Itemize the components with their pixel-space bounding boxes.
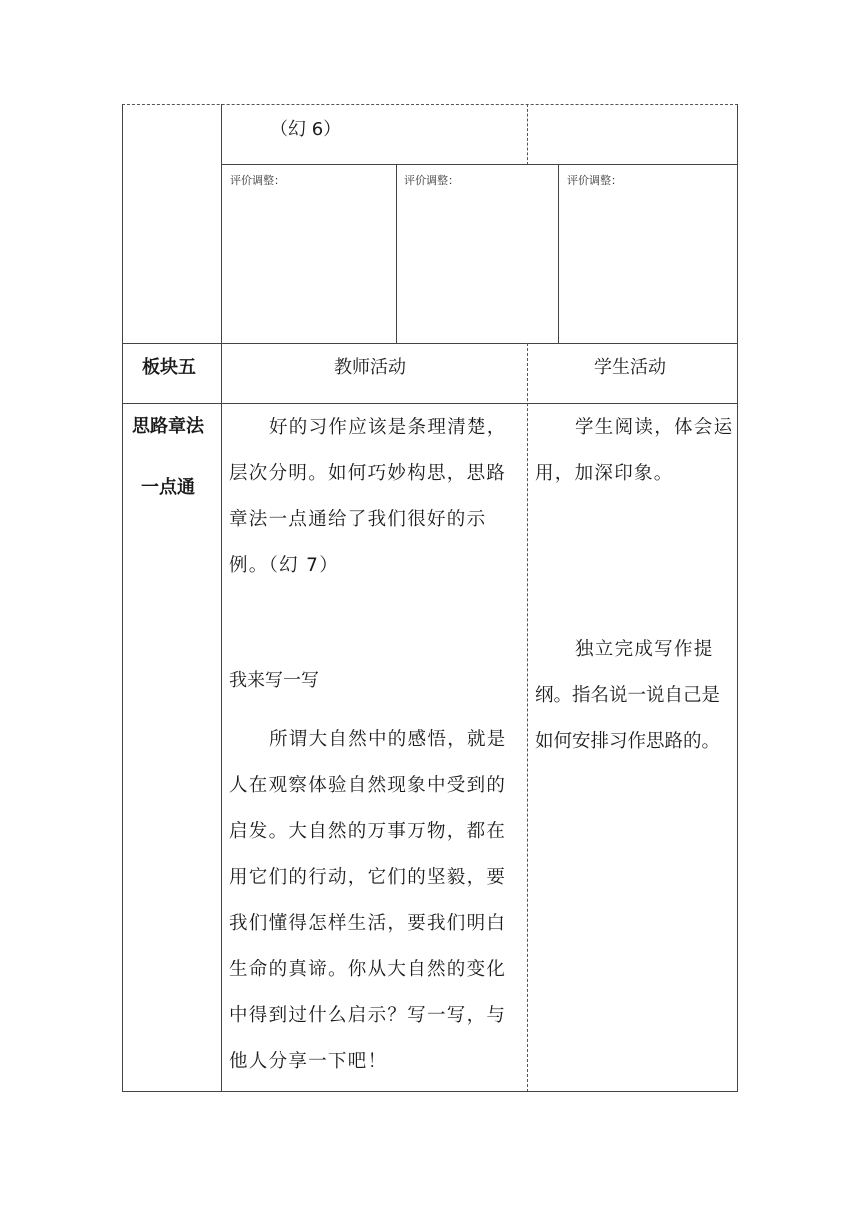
student-paragraph-2 <box>535 627 735 765</box>
eval-label-1: 评价调整： <box>230 174 285 187</box>
text-line: 独立完成写作提 <box>575 639 714 660</box>
eval-label-2: 评价调整： <box>404 174 459 187</box>
col-divider-2-lower <box>527 343 528 1092</box>
text-line: 纲。指名说一说自己是 <box>535 685 721 706</box>
text-line: 所谓大自然中的感悟，就是 <box>269 729 507 750</box>
section-header: 板块五 <box>142 357 196 378</box>
text-line: 章法一点通给了我们很好的示 <box>229 509 487 530</box>
table-right-border <box>737 104 738 1092</box>
student-paragraph-1 <box>535 405 735 497</box>
section-name-line2: 一点通 <box>141 477 195 498</box>
eval-label-3: 评价调整： <box>567 174 622 187</box>
header-row-bottom <box>122 403 738 404</box>
row1-inner-line <box>221 164 738 165</box>
text-line: 我们懂得怎样生活，要我们明白 <box>229 913 507 934</box>
col-divider-2-top <box>527 104 528 165</box>
student-activity-header: 学生活动 <box>594 357 666 378</box>
text-line: 层次分明。如何巧妙构思，思路 <box>229 463 507 484</box>
text-line: 用它们的行动，它们的坚毅，要 <box>229 867 507 888</box>
table-left-border <box>122 104 123 1092</box>
teacher-paragraph-2 <box>229 717 525 1085</box>
teacher-paragraph-1 <box>229 405 525 589</box>
eval-divider-1 <box>396 164 397 343</box>
section-name-line1: 思路章法 <box>132 416 204 437</box>
text-line: 他人分享一下吧！ <box>229 1051 388 1072</box>
table-bottom-border <box>122 1091 738 1092</box>
table-top-border <box>122 104 738 105</box>
eval-divider-2 <box>558 164 559 343</box>
header-row-top <box>122 343 738 344</box>
text-line: 学生阅读，体会运 <box>575 417 734 438</box>
teacher-activity-header: 教师活动 <box>334 357 406 378</box>
teacher-heading: 我来写一写 <box>229 670 319 691</box>
text-line: 例。（幻 7） <box>229 555 340 576</box>
text-line: 启发。大自然的万事万物，都在 <box>229 821 507 842</box>
text-line: 用，加深印象。 <box>535 463 674 484</box>
text-line: 中得到过什么启示？写一写，与 <box>229 1005 507 1026</box>
text-line: 好的习作应该是条理清楚， <box>269 417 507 438</box>
slide-note: （幻 6） <box>270 119 342 140</box>
text-line: 人在观察体验自然现象中受到的 <box>229 775 507 796</box>
col-divider-1 <box>221 104 222 1092</box>
text-line: 如何安排习作思路的。 <box>535 731 721 752</box>
text-line: 生命的真谛。你从大自然的变化 <box>229 959 507 980</box>
